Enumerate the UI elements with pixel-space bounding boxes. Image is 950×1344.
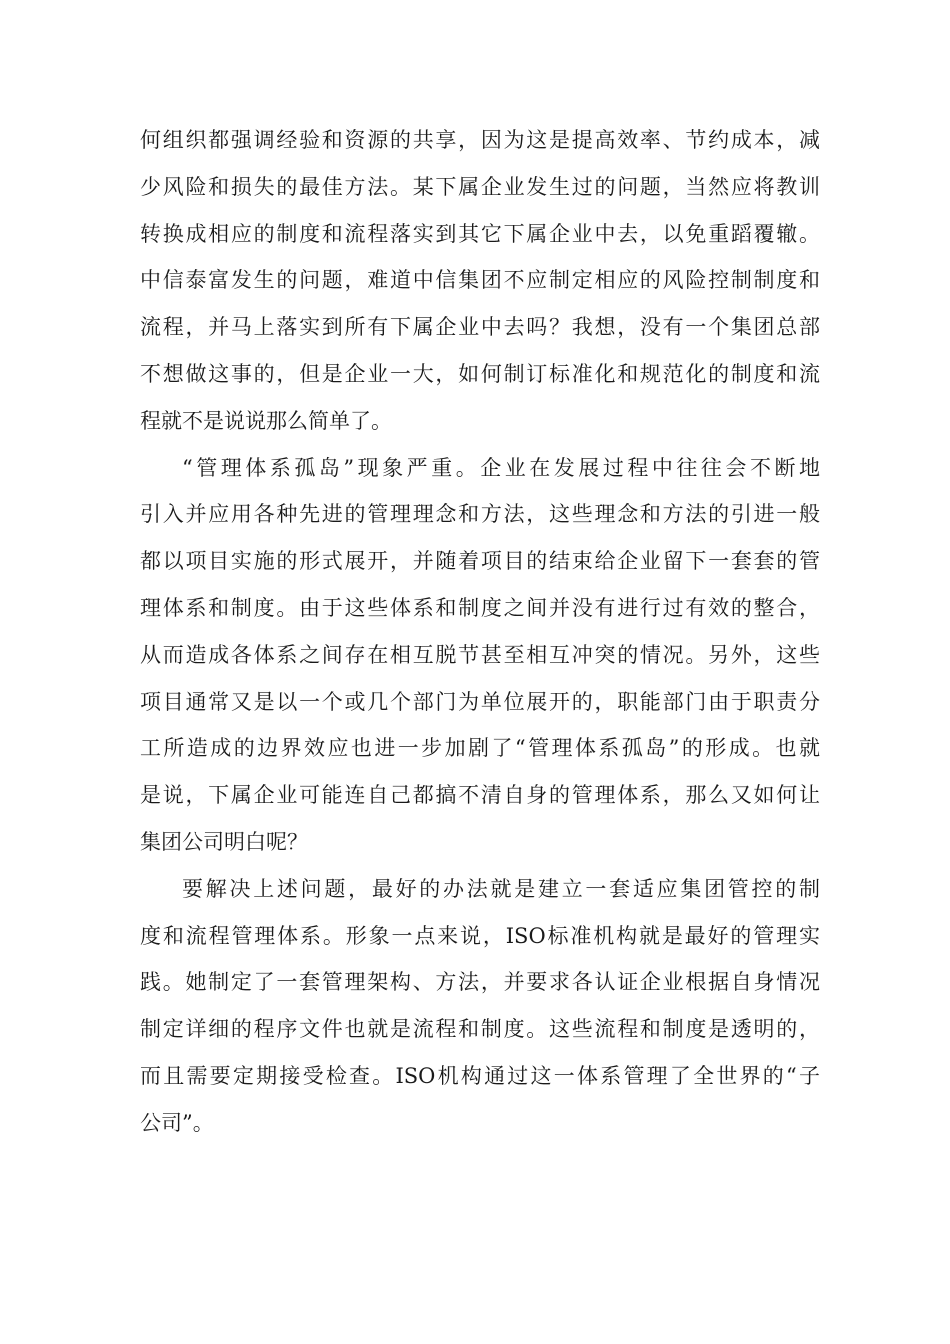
paragraph-management-island [140, 445, 820, 866]
paragraph-shared-experience [140, 117, 820, 445]
text-line: 少风险和损失的最佳方法。某下属企业发生过的问题，当然应将教训 [140, 174, 820, 199]
text-line: 流程，并马上落实到所有下属企业中去吗？我想，没有一个集团总部 [140, 315, 820, 340]
text-line: 公司”。 [140, 1110, 214, 1135]
text-line: 引入并应用各种先进的管理理念和方法，这些理念和方法的引进一般 [140, 502, 820, 527]
text-line: 要解决上述问题，最好的办法就是建立一套适应集团管控的制 [182, 876, 820, 901]
text-line: 工所造成的边界效应也进一步加剧了“管理体系孤岛”的形成。也就 [140, 736, 820, 761]
text-line: 程就不是说说那么简单了。 [140, 408, 392, 433]
text-line: 都以项目实施的形式展开，并随着项目的结束给企业留下一套套的管 [140, 549, 820, 574]
text-line: 是说，下属企业可能连自己都搞不清自身的管理体系，那么又如何让 [140, 783, 820, 808]
text-line: 而且需要定期接受检查。ISO机构通过这一体系管理了全世界的“子 [140, 1063, 820, 1088]
body-text [140, 117, 820, 1147]
text-line: 项目通常又是以一个或几个部门为单位展开的，职能部门由于职责分 [140, 689, 820, 714]
text-line: 度和流程管理体系。形象一点来说，ISO标准机构就是最好的管理实 [140, 923, 820, 948]
text-line: 不想做这事的，但是企业一大，如何制订标准化和规范化的制度和流 [140, 361, 820, 386]
paragraph-iso-solution [140, 866, 820, 1147]
text-line: 转换成相应的制度和流程落实到其它下属企业中去，以免重蹈覆辙。 [140, 221, 820, 246]
text-line: 从而造成各体系之间存在相互脱节甚至相互冲突的情况。另外，这些 [140, 642, 820, 667]
text-line: 集团公司明白呢？ [140, 829, 308, 854]
text-line: 中信泰富发生的问题，难道中信集团不应制定相应的风险控制制度和 [140, 268, 820, 293]
text-line: 制定详细的程序文件也就是流程和制度。这些流程和制度是透明的， [140, 1017, 820, 1042]
text-line: 何组织都强调经验和资源的共享，因为这是提高效率、节约成本，减 [140, 128, 820, 152]
text-line: 践。她制定了一套管理架构、方法，并要求各认证企业根据自身情况 [140, 970, 820, 995]
text-line: “管理体系孤岛”现象严重。企业在发展过程中往往会不断地 [182, 455, 820, 480]
text-line: 理体系和制度。由于这些体系和制度之间并没有进行过有效的整合， [140, 595, 820, 620]
